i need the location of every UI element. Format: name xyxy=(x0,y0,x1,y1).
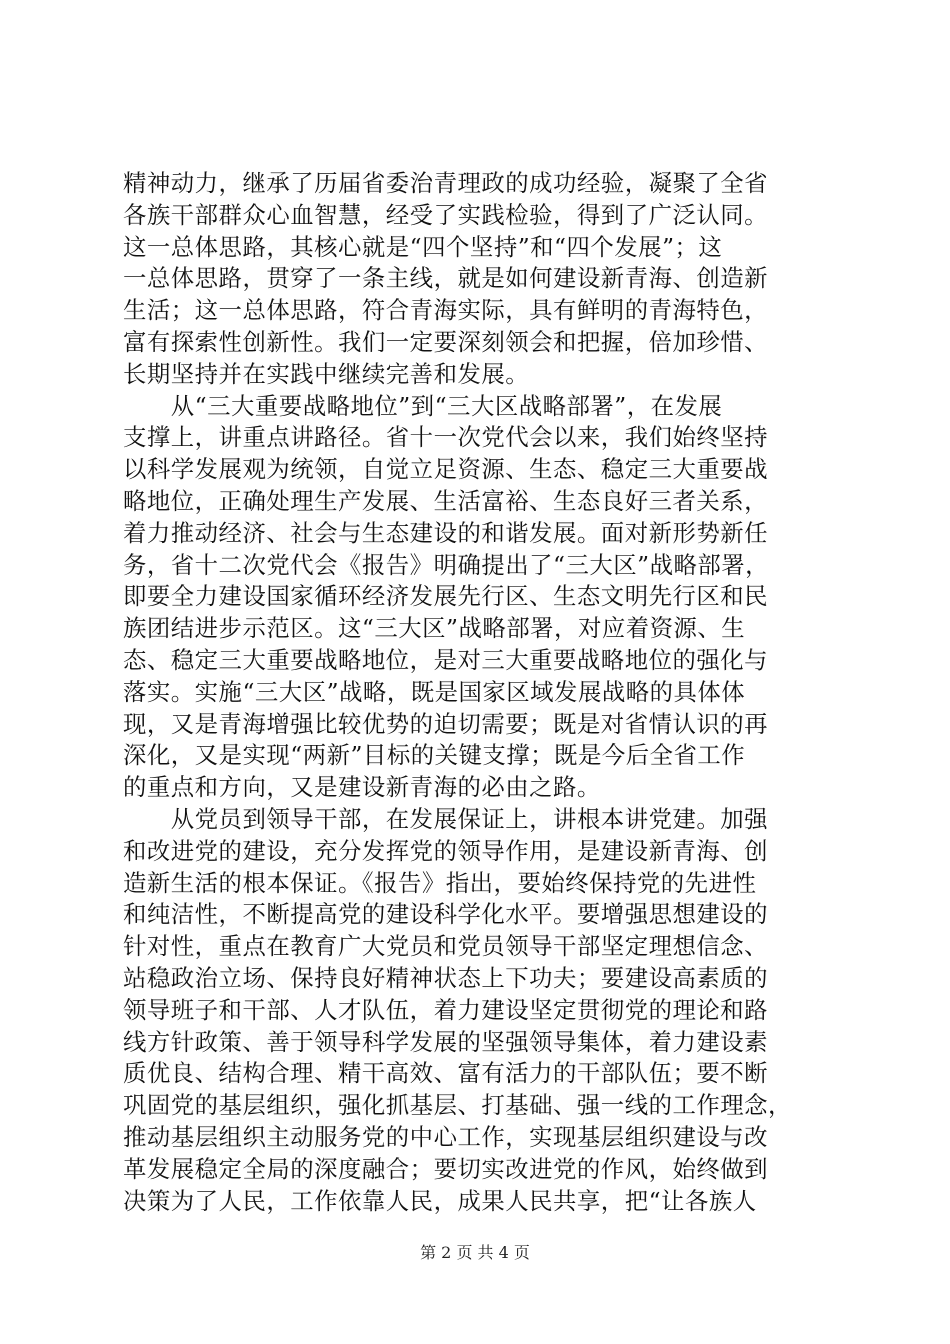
text-line: 质优良、结构合理、精干高效、富有活力的干部队伍；要不断 xyxy=(123,1059,769,1088)
text-line: 态、稳定三大重要战略地位，是对三大重要战略地位的强化与 xyxy=(123,645,769,674)
body-text xyxy=(123,168,833,1217)
text-line: 长期坚持并在实践中继续完善和发展。 xyxy=(123,359,530,388)
text-line: 巩固党的基层组织，强化抓基层、打基础、强一线的工作理念， xyxy=(123,1091,792,1120)
text-line: 从“三大重要战略地位”到“三大区战略部署”，在发展 xyxy=(123,391,723,420)
text-line: 现，又是青海增强比较优势的迫切需要；既是对省情认识的再 xyxy=(123,709,769,738)
text-line: 推动基层组织主动服务党的中心工作，实现基层组织建设与改 xyxy=(123,1122,769,1151)
text-line: 即要全力建设国家循环经济发展先行区、生态文明先行区和民 xyxy=(123,582,769,611)
text-line: 生活；这一总体思路，符合青海实际，具有鲜明的青海特色， xyxy=(123,296,769,325)
text-line: 支撑上，讲重点讲路径。省十一次党代会以来，我们始终坚持 xyxy=(123,423,769,452)
text-line: 和纯洁性，不断提高党的建设科学化水平。要增强思想建设的 xyxy=(123,900,769,929)
text-line: 富有探索性创新性。我们一定要深刻领会和把握，倍加珍惜、 xyxy=(123,327,769,356)
text-line: 革发展稳定全局的深度融合；要切实改进党的作风，始终做到 xyxy=(123,1154,769,1183)
text-line: 深化，又是实现“两新”目标的关键支撑；既是今后全省工作 xyxy=(123,741,746,770)
text-line: 和改进党的建设，充分发挥党的领导作用，是建设新青海、创 xyxy=(123,836,769,865)
text-line: 族团结进步示范区。这“三大区”战略部署，对应着资源、生 xyxy=(123,614,746,643)
page-number-label: 第 2 页 共 4 页 xyxy=(420,1243,530,1262)
text-line: 各族干部群众心血智慧，经受了实践检验，得到了广泛认同。 xyxy=(123,200,769,229)
text-line: 针对性，重点在教育广大党员和党员领导干部坚定理想信念、 xyxy=(123,932,769,961)
text-line: 从党员到领导干部，在发展保证上，讲根本讲党建。加强 xyxy=(123,804,769,833)
text-line: 的重点和方向，又是建设新青海的必由之路。 xyxy=(123,773,601,802)
text-line: 决策为了人民，工作依靠人民，成果人民共享，把“让各族人 xyxy=(123,1186,757,1215)
page-footer xyxy=(0,1243,950,1263)
text-line: 以科学发展观为统领，自觉立足资源、生态、稳定三大重要战 xyxy=(123,455,769,484)
text-line: 一总体思路，贯穿了一条主线，就是如何建设新青海、创造新 xyxy=(123,264,769,293)
text-line: 务，省十二次党代会《报告》明确提出了“三大区”战略部署， xyxy=(123,550,770,579)
text-line: 落实。实施“三大区”战略，既是国家区域发展战略的具体体 xyxy=(123,677,746,706)
text-line: 略地位，正确处理生产发展、生活富裕、生态良好三者关系， xyxy=(123,486,769,515)
text-line: 线方针政策、善于领导科学发展的坚强领导集体，着力建设素 xyxy=(123,1027,769,1056)
text-line: 造新生活的根本保证。《报告》指出，要始终保持党的先进性 xyxy=(123,868,757,897)
text-line: 站稳政治立场、保持良好精神状态上下功夫；要建设高素质的 xyxy=(123,963,769,992)
text-line: 精神动力，继承了历届省委治青理政的成功经验，凝聚了全省 xyxy=(123,169,769,197)
text-line: 这一总体思路，其核心就是“四个坚持”和“四个发展”；这 xyxy=(123,232,723,261)
text-line: 领导班子和干部、人才队伍，着力建设坚定贯彻党的理论和路 xyxy=(123,995,769,1024)
text-line: 着力推动经济、社会与生态建设的和谐发展。面对新形势新任 xyxy=(123,518,769,547)
